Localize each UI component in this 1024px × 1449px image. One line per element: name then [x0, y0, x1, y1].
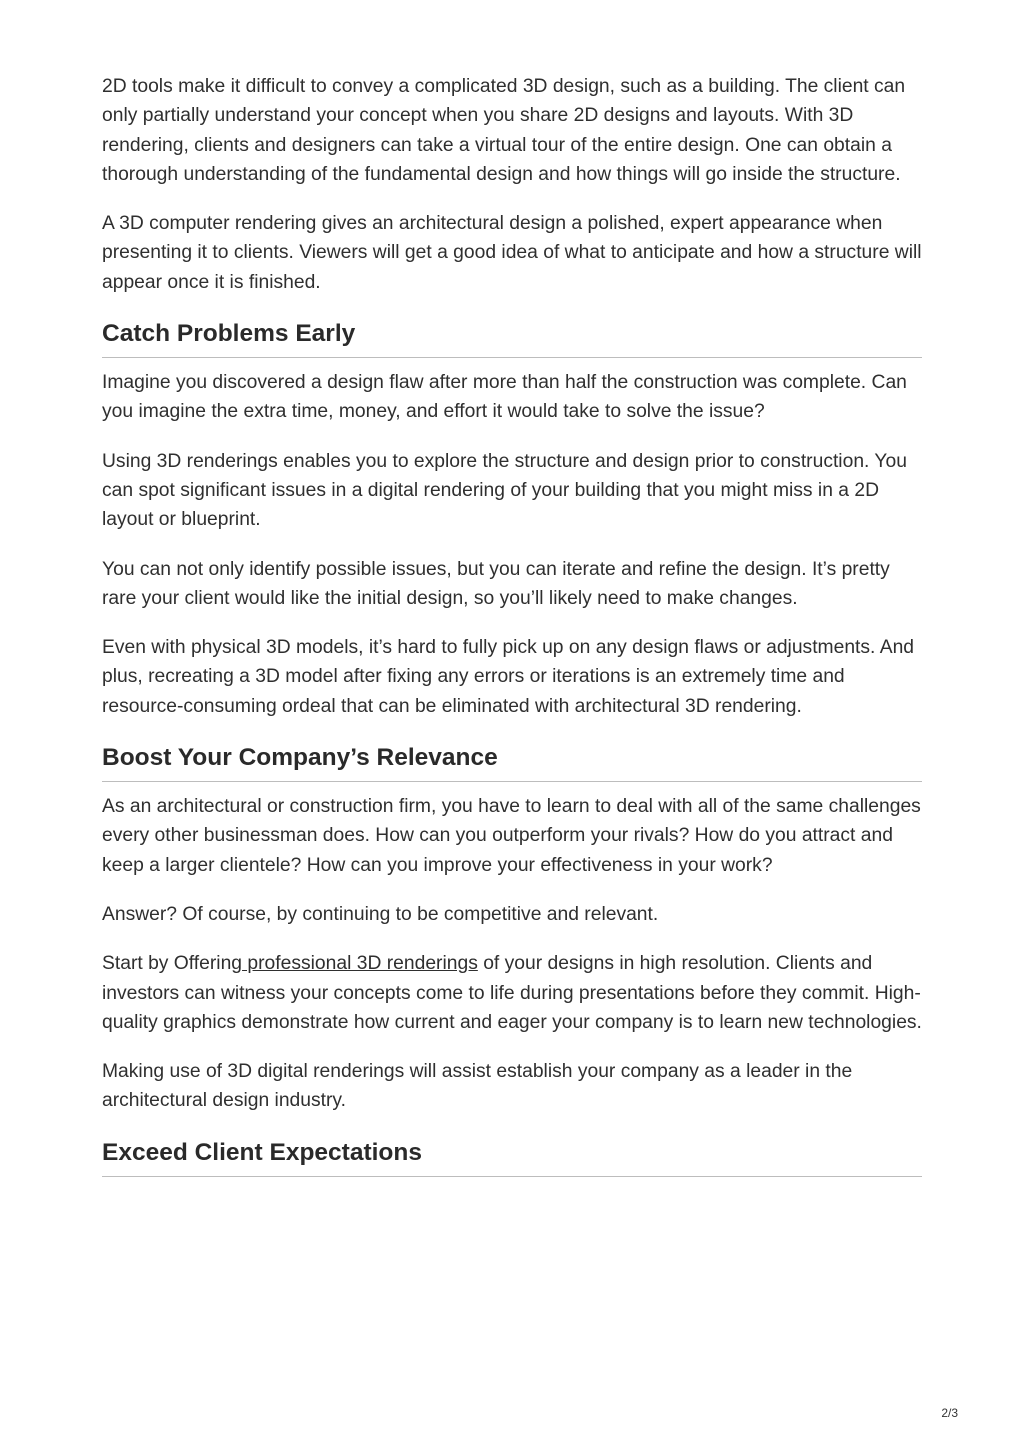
section-heading: Catch Problems Early: [102, 319, 922, 358]
section-paragraph-with-link: [102, 949, 922, 1037]
section-catch-problems: [102, 319, 922, 721]
document-page: [102, 72, 922, 1187]
section-boost-relevance: [102, 743, 922, 1116]
section-paragraph: Even with physical 3D models, it’s hard to fully pick up on any design flaws or adjustments. And plus, recreating a 3D model after fixing any errors or iterations is an extremely time and resource-consuming ordeal that can be eliminated with architectural 3D rendering.: [102, 637, 915, 717]
section-paragraph: Using 3D renderings enables you to explore the structure and design prior to construction. You can spot significant issues in a digital rendering of your building that you might miss in a 2D layout or blueprint.: [102, 450, 907, 531]
section-paragraph: You can not only identify possible issues, but you can iterate and refine the design. It’s pretty rare your client would like the initial design, so you’ll likely need to make changes.: [102, 558, 890, 609]
section-exceed-expectations: [102, 1138, 922, 1177]
paragraph-text: Start by Offering: [102, 953, 243, 975]
section-heading-wrapper: [102, 319, 922, 358]
intro-paragraph-2: A 3D computer rendering gives an architectural design a polished, expert appearance when presenting it to clients. Viewers will get a good idea of what to anticipate and how a structure will appear once it is finished.: [102, 213, 922, 293]
section-heading-wrapper: [102, 743, 922, 782]
section-paragraph: Making use of 3D digital renderings will assist establish your company as a leader in the architectural design industry.: [102, 1061, 853, 1112]
page-number: 2/3: [941, 1406, 958, 1420]
section-paragraph: Answer? Of course, by continuing to be competitive and relevant.: [102, 903, 659, 925]
section-paragraph: As an architectural or construction firm, you have to learn to deal with all of the same challenges every other businessman does. How can you outperform your rivals? How do you attract and keep a larger clientele? How can you improve your effectiveness in your work?: [102, 796, 921, 876]
intro-paragraph-1: 2D tools make it difficult to convey a complicated 3D design, such as a building. The client can only partially understand your concept when you share 2D designs and layouts. With 3D rendering, clients and designers can take a virtual tour of the entire design. One can obtain a thorough understanding of the fundamental design and how things will go inside the structure.: [102, 76, 906, 185]
professional-renderings-link[interactable]: professional 3D renderings: [242, 953, 478, 975]
section-heading: Boost Your Company’s Relevance: [102, 743, 922, 782]
paragraph-text: of your designs in high resolution. Clients and investors can witness your concepts come to life during presentations before they commit. High-quality graphics demonstrate how current and eager your company is to learn new technologies.: [102, 953, 922, 1033]
section-heading: Exceed Client Expectations: [102, 1138, 922, 1177]
section-paragraph: Imagine you discovered a design flaw after more than half the construction was complete. Can you imagine the extra time, money, and effort it would take to solve the issue?: [102, 372, 907, 423]
section-heading-wrapper: [102, 1138, 922, 1177]
